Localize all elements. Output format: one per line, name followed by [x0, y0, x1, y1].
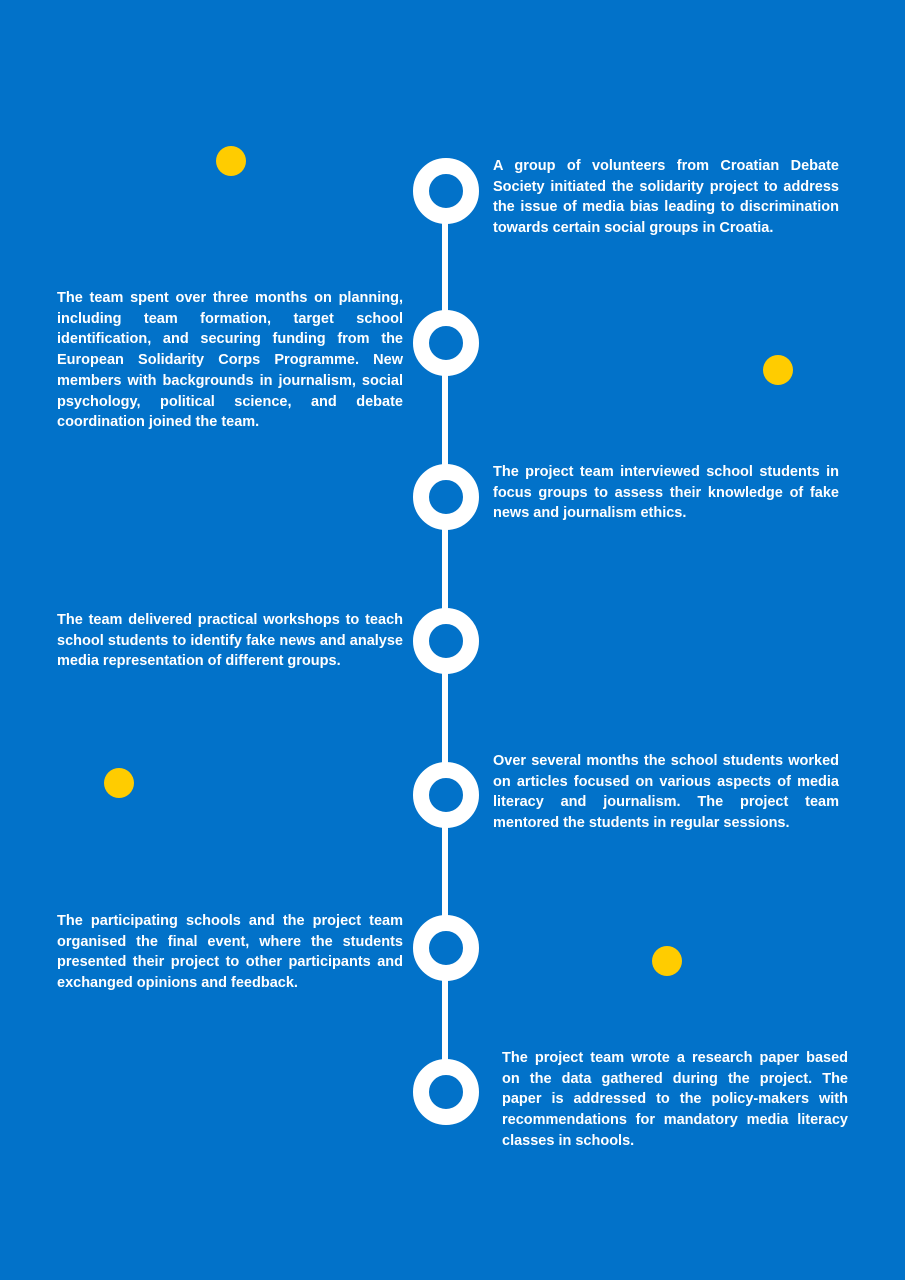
timeline-step-3-text: The project team interviewed school students in focus groups to assess their knowledge of fake news and journalism ethics. [493, 464, 839, 522]
timeline-step-2-text: The team spent over three months on planning, including team formation, target school identification, and securing funding from the European Solidarity Corps Programme. New members with backgrounds in journalism, social psychology, political science, and debate coordination joined the team. [57, 290, 403, 431]
timeline-node-6 [413, 915, 479, 981]
timeline-node-3 [413, 464, 479, 530]
decorative-dot [104, 768, 134, 798]
timeline-step-1-text: A group of volunteers from Croatian Debate Society initiated the solidarity project to address the issue of media bias leading to discrimination towards certain social groups in Croatia. [493, 158, 839, 237]
decorative-dot [216, 146, 246, 176]
timeline-node-1 [413, 158, 479, 224]
decorative-dot [652, 946, 682, 976]
decorative-dot [763, 355, 793, 385]
timeline-step-7-text: The project team wrote a research paper based on the data gathered during the project. The paper is addressed to the policy-makers with recommendations for mandatory media literacy classes in schools. [502, 1050, 848, 1149]
timeline-node-2 [413, 310, 479, 376]
timeline-step-4-text: The team delivered practical workshops to teach school students to identify fake news and analyse media representation of different groups. [57, 612, 403, 670]
timeline-step-5-text: Over several months the school students worked on articles focused on various aspects of media literacy and journalism. The project team mentored the students in regular sessions. [493, 753, 839, 832]
timeline-node-4 [413, 608, 479, 674]
timeline-step-6-text: The participating schools and the project team organised the final event, where the students presented their project to other participants and exchanged opinions and feedback. [57, 913, 403, 992]
timeline-node-5 [413, 762, 479, 828]
timeline-node-7 [413, 1059, 479, 1125]
